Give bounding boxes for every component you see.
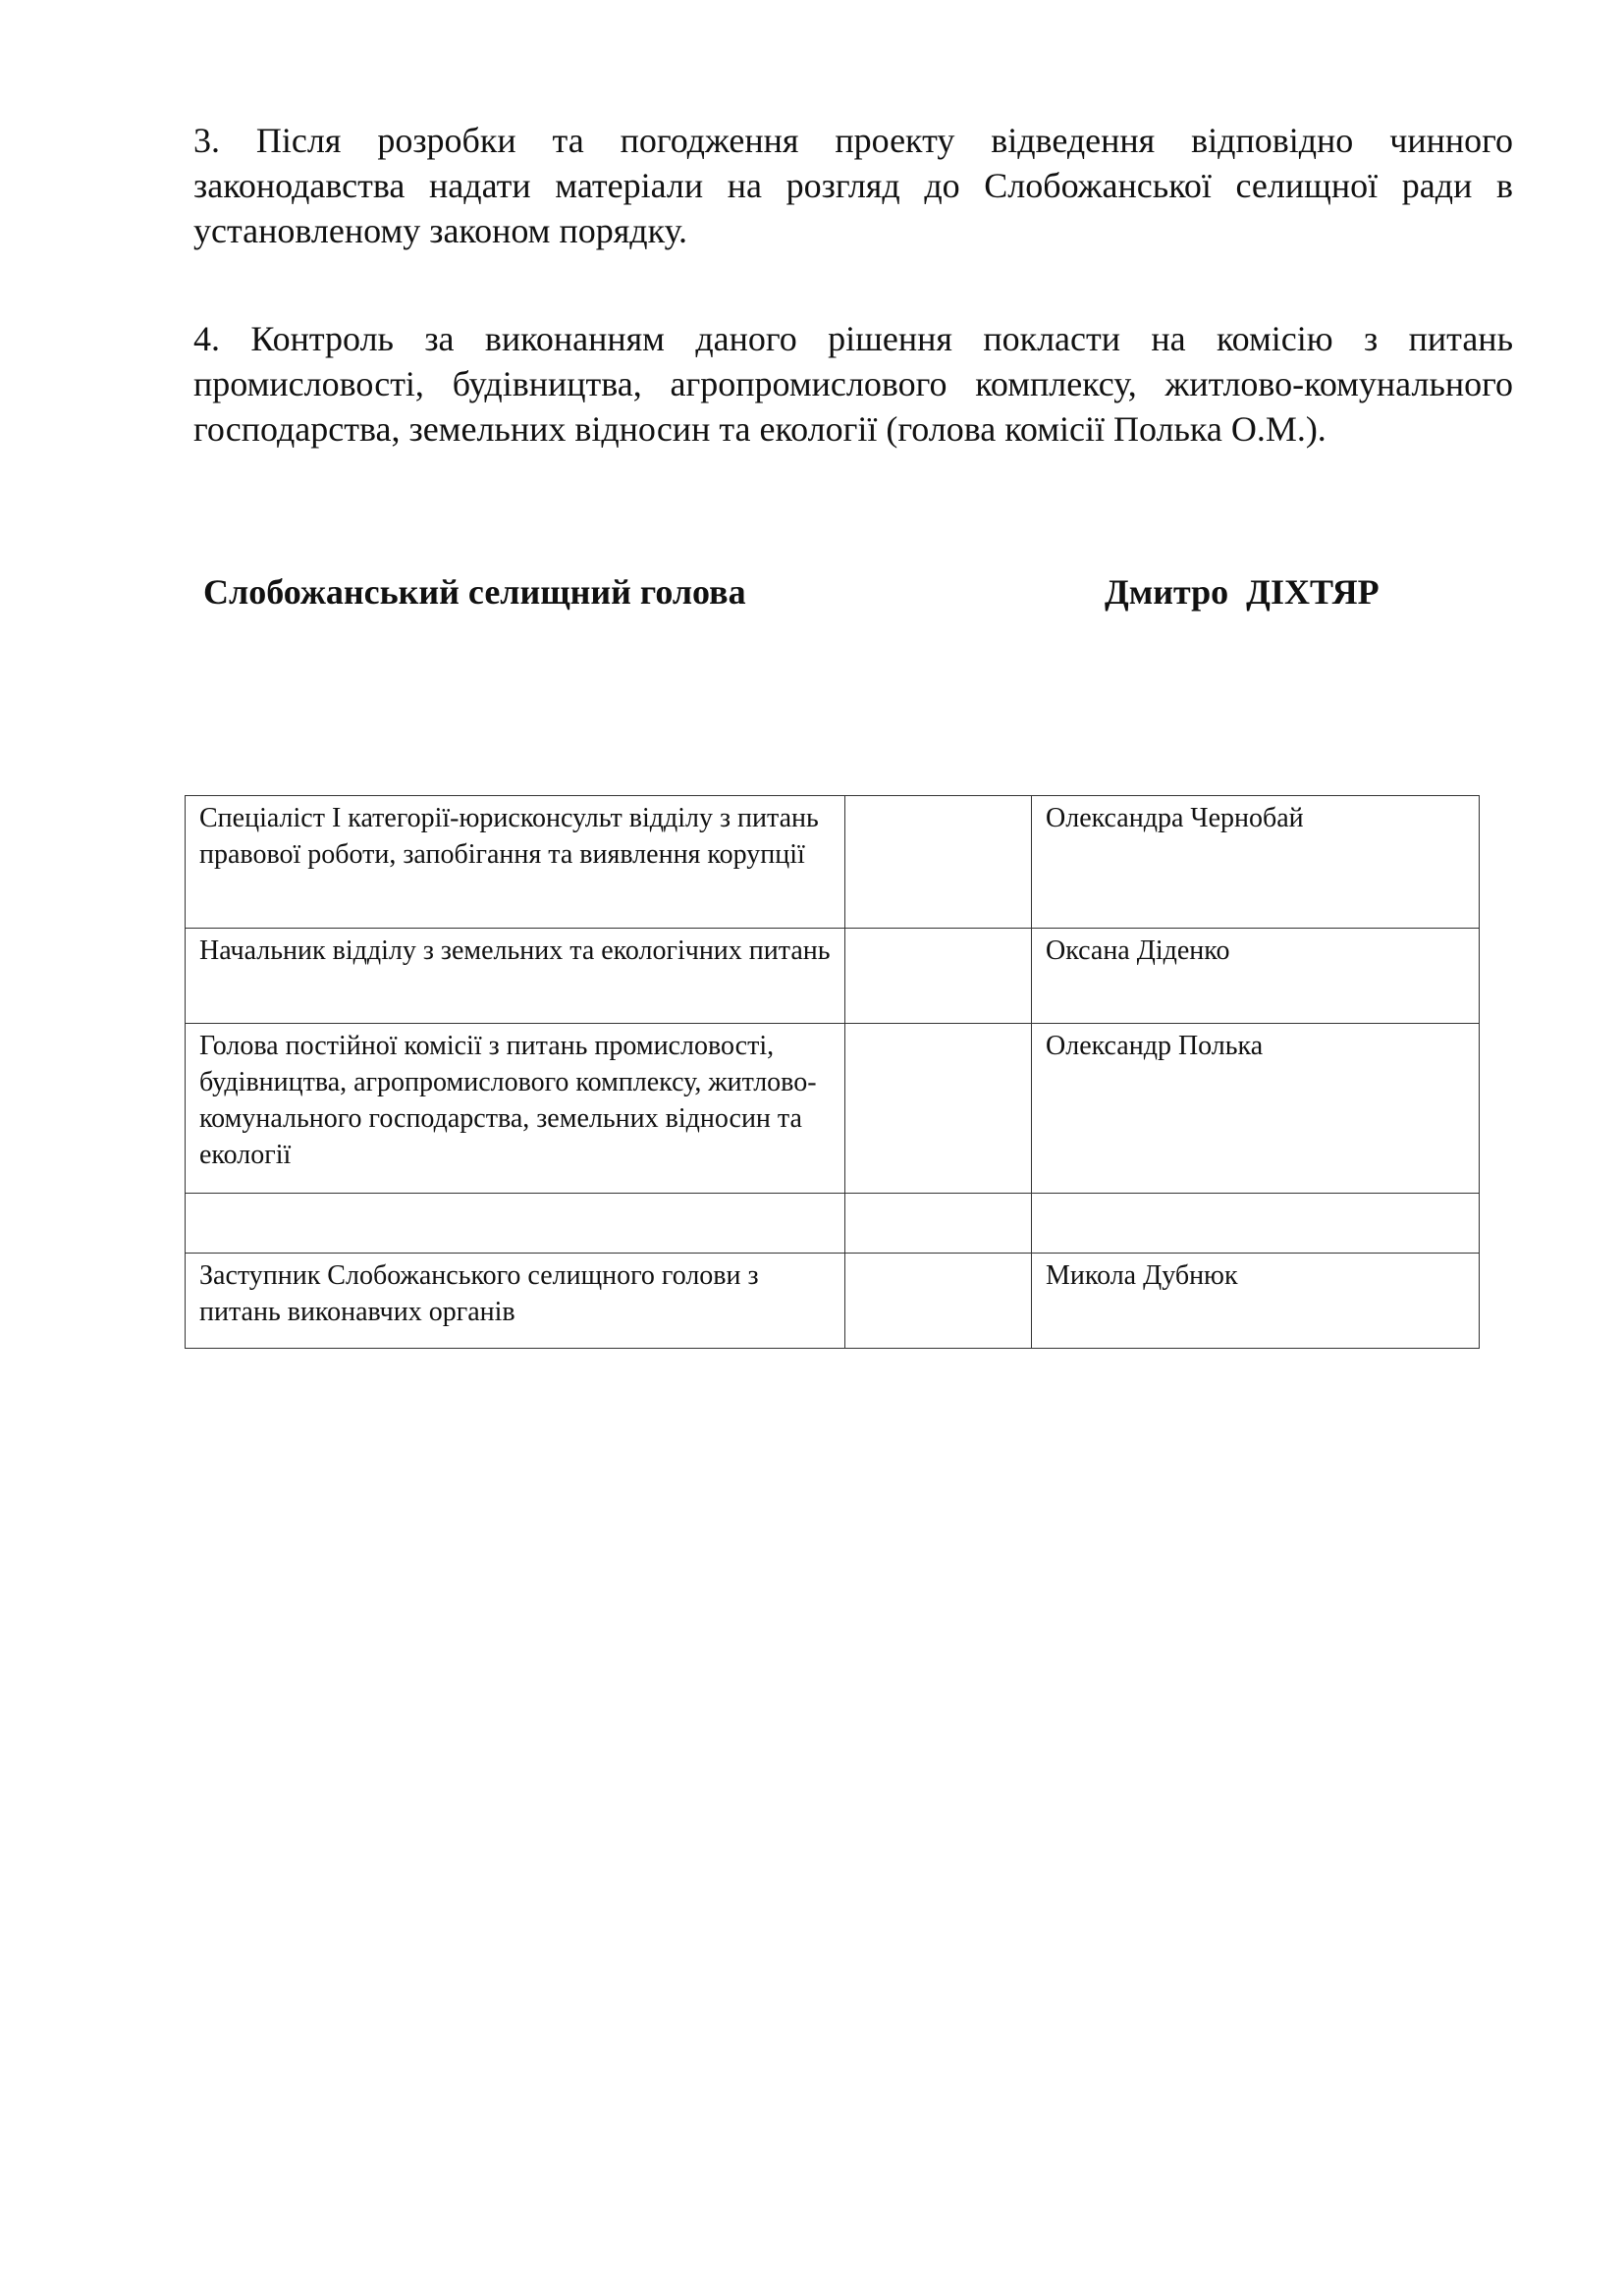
- approval-name-cell: Олександр Полька: [1032, 1024, 1480, 1194]
- approvals-table: [185, 795, 1480, 1349]
- approval-signature-cell: [845, 1024, 1032, 1194]
- approval-signature-cell: [845, 1254, 1032, 1349]
- approval-position-cell: Голова постійної комісії з питань промисловості, будівництва, агропромислового комплексу, житлово-комунального господарства, земельних відносин та екології: [186, 1024, 845, 1194]
- approval-name-cell: Оксана Діденко: [1032, 929, 1480, 1024]
- paragraph-item-4: 4. Контроль за виконанням даного рішення покласти на комісію з питань промисловості, будівництва, агропромислового комплексу, житлово-комунального господарства, земельних відносин та екології (голова комісії Полька О.М.).: [193, 319, 1513, 449]
- signature-block: [203, 571, 1411, 620]
- table-row: [186, 1024, 1480, 1194]
- approval-position-cell: Заступник Слобожанського селищного голови з питань виконавчих органів: [186, 1254, 845, 1349]
- approval-name-cell: Олександра Чернобай: [1032, 796, 1480, 929]
- paragraph-item-3: 3. Після розробки та погодження проекту відведення відповідно чинного законодавства надати матеріали на розгляд до Слобожанської селищної ради в установленому законом порядку.: [193, 121, 1513, 250]
- approval-position-cell: Начальник відділу з земельних та екологічних питань: [186, 929, 845, 1024]
- approval-position-cell: [186, 1194, 845, 1254]
- table-row: [186, 1254, 1480, 1349]
- approval-signature-cell: [845, 796, 1032, 929]
- approval-position-cell: Спеціаліст І категорії-юрисконсульт відділу з питань правової роботи, запобігання та виявлення корупції: [186, 796, 845, 929]
- signature-title: Слобожанський селищний голова: [203, 572, 746, 612]
- table-row: [186, 796, 1480, 929]
- table-row: [186, 929, 1480, 1024]
- table-row: [186, 1194, 1480, 1254]
- approval-signature-cell: [845, 1194, 1032, 1254]
- approval-signature-cell: [845, 929, 1032, 1024]
- approval-name-cell: Микола Дубнюк: [1032, 1254, 1480, 1349]
- approval-name-cell: [1032, 1194, 1480, 1254]
- signature-name: Дмитро ДІХТЯР: [1105, 572, 1380, 612]
